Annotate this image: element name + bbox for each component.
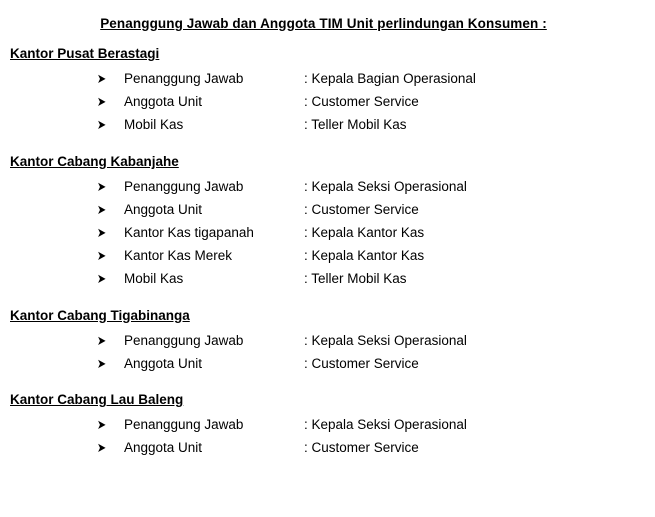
arrow-bullet-icon: ➤ bbox=[96, 417, 107, 433]
row-value: : Customer Service bbox=[304, 201, 419, 217]
list-item bbox=[10, 69, 637, 89]
list-item bbox=[10, 438, 637, 458]
row-label: Penanggung Jawab bbox=[124, 71, 244, 86]
row-label: Penanggung Jawab bbox=[124, 417, 244, 433]
section-rows bbox=[10, 415, 637, 458]
list-item bbox=[10, 354, 637, 374]
list-item bbox=[10, 246, 637, 266]
row-label: Anggota Unit bbox=[124, 201, 203, 217]
row-value: : Teller Mobil Kas bbox=[304, 270, 407, 286]
row-label: Kantor Kas tigapanah bbox=[124, 224, 254, 240]
section-kantor-cabang-lau-baleng bbox=[10, 391, 637, 458]
row-value: : Kepala Kantor Kas bbox=[304, 224, 425, 240]
row-label: Mobil Kas bbox=[124, 270, 184, 286]
arrow-bullet-icon: ➤ bbox=[96, 332, 107, 348]
row-value: : Customer Service bbox=[304, 355, 419, 371]
arrow-bullet-icon: ➤ bbox=[96, 178, 107, 194]
section-heading: Kantor Pusat Berastagi bbox=[10, 46, 160, 61]
row-label: Kantor Kas Merek bbox=[124, 247, 233, 263]
row-value: : Teller Mobil Kas bbox=[304, 117, 407, 133]
section-kantor-cabang-tigabinanga bbox=[10, 307, 637, 374]
section-rows bbox=[10, 331, 637, 374]
section-rows bbox=[10, 177, 637, 289]
row-value: : Kepala Seksi Operasional bbox=[304, 178, 467, 194]
list-item bbox=[10, 92, 637, 112]
arrow-bullet-icon: ➤ bbox=[96, 440, 107, 456]
row-value: : Kepala Bagian Operasional bbox=[304, 71, 476, 86]
row-label: Anggota Unit bbox=[124, 355, 203, 371]
arrow-bullet-icon: ➤ bbox=[96, 247, 107, 263]
row-label: Mobil Kas bbox=[124, 117, 184, 133]
list-item bbox=[10, 415, 637, 435]
section-heading: Kantor Cabang Kabanjahe bbox=[10, 153, 179, 169]
row-label: Penanggung Jawab bbox=[124, 178, 244, 194]
arrow-bullet-icon: ➤ bbox=[96, 201, 107, 217]
list-item bbox=[10, 200, 637, 220]
row-value: : Kepala Seksi Operasional bbox=[304, 417, 467, 433]
section-heading: Kantor Cabang Tigabinanga bbox=[10, 307, 190, 323]
section-rows bbox=[10, 69, 637, 135]
section-heading: Kantor Cabang Lau Baleng bbox=[10, 392, 184, 408]
list-item bbox=[10, 177, 637, 197]
row-value: : Kepala Kantor Kas bbox=[304, 247, 425, 263]
arrow-bullet-icon: ➤ bbox=[96, 117, 107, 133]
arrow-bullet-icon: ➤ bbox=[96, 94, 107, 110]
arrow-bullet-icon: ➤ bbox=[96, 71, 107, 86]
row-value: : Customer Service bbox=[304, 94, 419, 110]
arrow-bullet-icon: ➤ bbox=[96, 224, 107, 240]
section-kantor-cabang-kabanjahe bbox=[10, 153, 637, 289]
section-kantor-pusat-berastagi bbox=[10, 45, 637, 135]
list-item bbox=[10, 223, 637, 243]
list-item bbox=[10, 269, 637, 289]
list-item bbox=[10, 331, 637, 351]
page-title: Penanggung Jawab dan Anggota TIM Unit perlindungan Konsumen : bbox=[100, 16, 547, 31]
arrow-bullet-icon: ➤ bbox=[96, 270, 107, 286]
row-value: : Kepala Seksi Operasional bbox=[304, 332, 467, 348]
row-label: Anggota Unit bbox=[124, 94, 203, 110]
row-label: Anggota Unit bbox=[124, 440, 203, 456]
row-value: : Customer Service bbox=[304, 440, 419, 456]
arrow-bullet-icon: ➤ bbox=[96, 355, 107, 371]
row-label: Penanggung Jawab bbox=[124, 332, 244, 348]
list-item bbox=[10, 115, 637, 135]
